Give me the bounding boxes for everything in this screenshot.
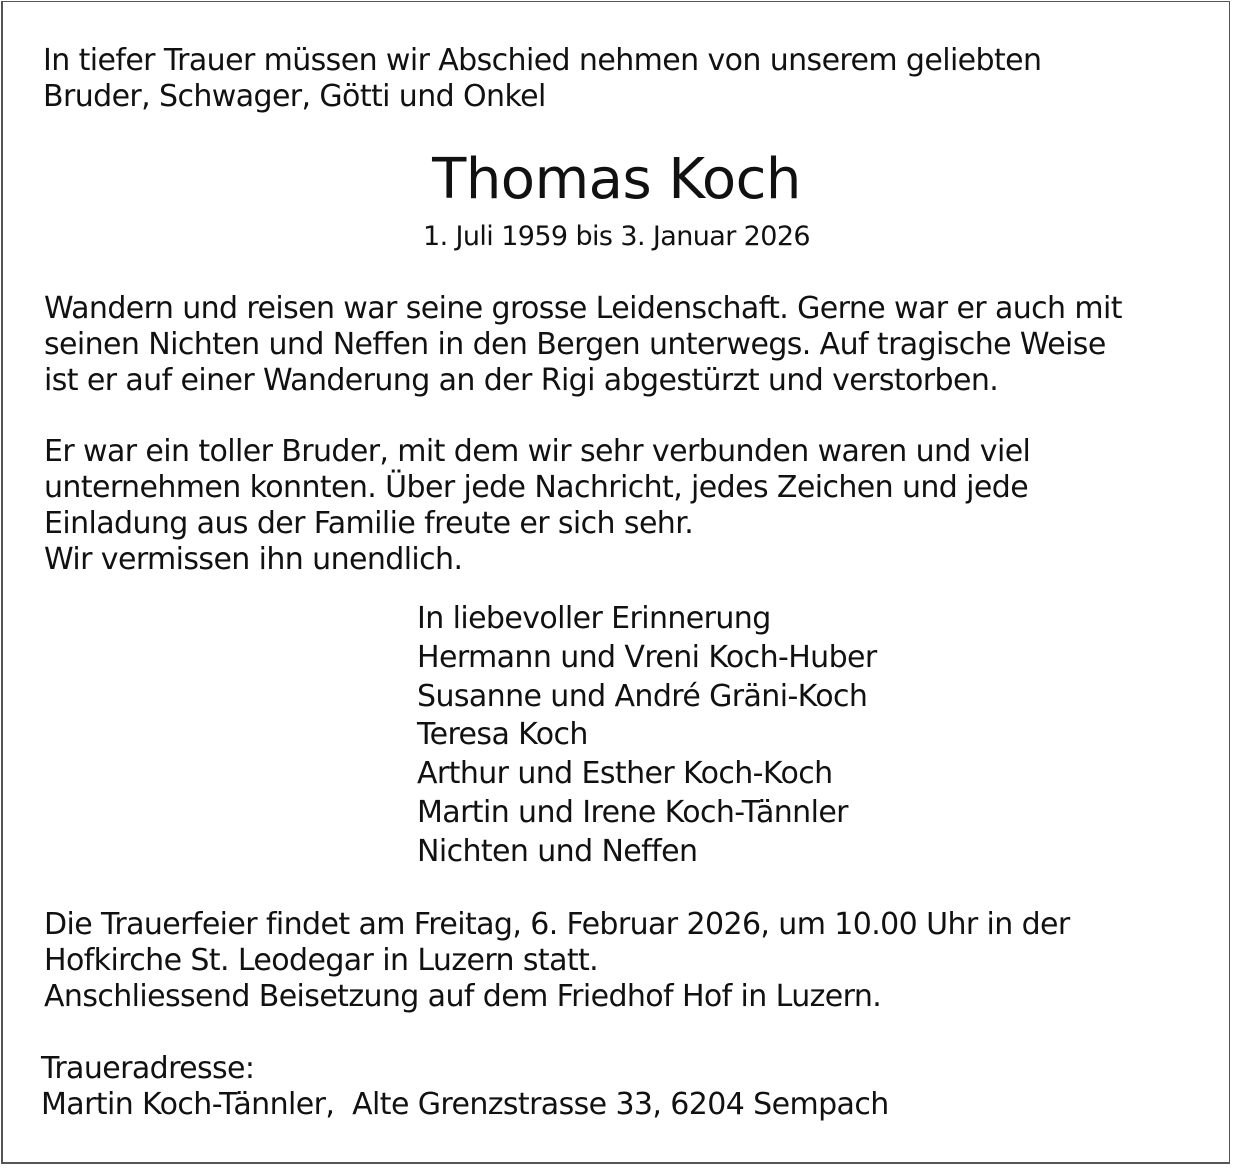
paragraph-line: Er war ein toller Bruder, mit dem wir sehr verbunden waren und viel bbox=[44, 434, 1031, 469]
ceremony-info bbox=[44, 907, 1070, 1015]
remembrance-list bbox=[417, 600, 877, 872]
address-label: Traueradresse: bbox=[41, 1051, 255, 1086]
intro-line: In tiefer Trauer müssen wir Abschied nehmen von unserem geliebten bbox=[43, 43, 1042, 78]
mourning-address bbox=[41, 1051, 889, 1123]
mourner-name: Nichten und Neffen bbox=[417, 833, 698, 869]
remembrance-heading: In liebevoller Erinnerung bbox=[417, 601, 771, 636]
mourner-name: Teresa Koch bbox=[417, 717, 588, 753]
address-value: Martin Koch-Tännler, Alte Grenzstrasse 33, 6204 Sempach bbox=[41, 1087, 889, 1122]
deceased-name: Thomas Koch bbox=[432, 147, 801, 212]
life-dates: 1. Juli 1959 bis 3. Januar 2026 bbox=[422, 221, 810, 252]
paragraph-line: unternehmen konnten. Über jede Nachricht, jedes Zeichen und jede bbox=[44, 470, 1029, 505]
paragraph-passion bbox=[44, 291, 1122, 399]
ceremony-line: Die Trauerfeier findet am Freitag, 6. Februar 2026, um 10.00 Uhr in der bbox=[44, 907, 1070, 942]
paragraph-brother bbox=[44, 434, 1030, 578]
intro-text bbox=[43, 43, 1041, 115]
paragraph-line: ist er auf einer Wanderung an der Rigi abgestürzt und verstorben. bbox=[44, 363, 999, 398]
mourner-name: Arthur und Esther Koch-Koch bbox=[417, 756, 833, 792]
paragraph-line: Wandern und reisen war seine grosse Leidenschaft. Gerne war er auch mit bbox=[44, 291, 1122, 326]
mourner-name: Martin und Irene Koch-Tännler bbox=[417, 794, 848, 830]
paragraph-line: Wir vermissen ihn unendlich. bbox=[44, 542, 463, 577]
intro-line: Bruder, Schwager, Götti und Onkel bbox=[43, 79, 546, 114]
mourner-name: Hermann und Vreni Koch-Huber bbox=[417, 639, 877, 675]
ceremony-line: Anschliessend Beisetzung auf dem Friedhof Hof in Luzern. bbox=[44, 979, 882, 1014]
paragraph-line: Einladung aus der Familie freute er sich sehr. bbox=[44, 506, 694, 541]
paragraph-line: seinen Nichten und Neffen in den Bergen unterwegs. Auf tragische Weise bbox=[44, 327, 1106, 362]
ceremony-line: Hofkirche St. Leodegar in Luzern statt. bbox=[44, 943, 599, 978]
mourner-name: Susanne und André Gräni-Koch bbox=[417, 678, 868, 714]
